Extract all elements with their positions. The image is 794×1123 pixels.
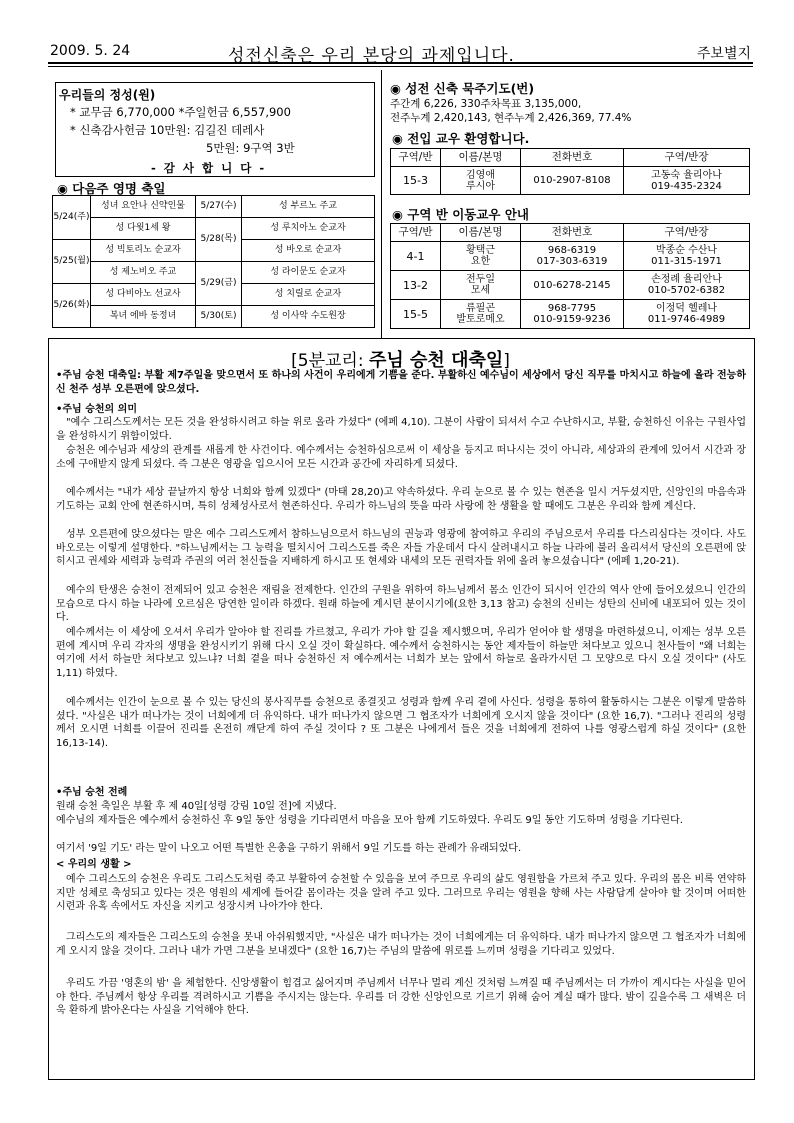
- header-divider: [48, 66, 753, 67]
- section-heading: •주님 승천의 의미: [56, 404, 137, 415]
- feast-name: 성 제노비오 주교: [91, 262, 196, 284]
- section-heading: •주님 승천 전례: [56, 787, 128, 798]
- article-paragraph: 예수께서는 이 세상에 오셔서 우리가 알아야 할 진리를 가르쳤고, 우리가 가야 할 길을 제시했으며, 우리가 얻어야 할 생명을 마련하셨으니, 이제는 성부 오른편에 계시며 우리 각자의 생명을 완성시키기 위해 다시 오실 것이 확실하다. 예수께서 승천하시는 동안 제자들이 하늘만 쳐다보고 있으니 천사들이 "왜 너희는 여기에 서서 하늘만 쳐다보고 있느냐? 너희 곁을 떠나 승천하신 저 예수께서는 너희가 보는 앞에서 하늘로 올라가시던 그 모양으로 다시 오실 것이다" (사도 1,11) 하였다.: [56, 627, 746, 679]
- column-header: 구역/반장: [624, 224, 750, 242]
- article-paragraph: 성부 오른편에 앉으셨다는 말은 예수 그리스도께서 참하느님으로서 하느님의 권능과 영광에 참여하고 우리의 주님으로서 우리를 다스리심다는 것이다. 사도 바오로는 이렇게 설명한다. "하느님께서는 그 능력을 떨치시어 그리스도를 죽은 자들 가운데서 다시 살려내시고 하늘 나라에 불러 올리셔서 당신의 오른편에 앉히시고 권세와 세력과 능력과 주권의 여러 천신들을 지배하게 하시고 또 현세와 내세의 모든 권력자들 위에 올려 놓으셨습니다" (에페 1,20-21).: [56, 529, 746, 568]
- prayer-heading: ◉ 성전 신축 묵주기도(번): [390, 81, 535, 96]
- head-name-text: 이정덕 헬레나: [655, 303, 718, 314]
- article-paragraph: 예수님의 제자들은 예수께서 승천하신 후 9일 동안 성령을 기다리면서 마음을 모아 함께 기도하였다. 우리도 9일 동안 기도하며 성령을 기다린다.: [56, 815, 683, 826]
- name-text: 황택근: [466, 245, 495, 256]
- feast-name: 복녀 에바 동정녀: [91, 306, 196, 328]
- area-cell: 15-3: [391, 167, 441, 195]
- feast-name: 성 다윗1세 왕: [91, 218, 196, 240]
- article-paragraph: 예수의 탄생은 승천이 전제되어 있고 승천은 재림을 전제한다. 인간의 구원을 위하여 하느님께서 몸소 인간이 되시어 인간의 역사 안에 들어오셨으니 인간의 모습으로 다시 하늘 나라에 오르심은 당연한 일이라 하겠다. 원래 하늘에 계시던 분이시기에(요한 3,13 참고) 승천의 신비는 성탄의 신비에 내포되어 있는 것이다.: [56, 585, 746, 624]
- table-row: [53, 196, 375, 218]
- name-cell: [441, 300, 521, 329]
- baptism-name-text: 모세: [470, 285, 491, 296]
- phone-text: 968-6319: [547, 245, 597, 256]
- article-paragraph: 원래 승천 축일은 부활 후 제 40일[성령 강림 10일 전]에 지냈다.: [56, 801, 337, 812]
- head-cell: [624, 271, 750, 300]
- head-name-text: 고동숙 율리아나: [651, 169, 722, 181]
- offering-box: [55, 82, 375, 177]
- table-row: [391, 167, 750, 195]
- head-cell: [624, 242, 750, 271]
- mobile-text: 017-303-6319: [536, 256, 608, 267]
- head-phone-text: 010-5702-6382: [647, 285, 726, 296]
- feast-name: 성 바오로 순교자: [242, 240, 375, 262]
- article-intro: •주님 승천 대축일: 부활 제7주일을 맞으면서 또 하나의 사건이 우리에게 기쁨을 준다. 부활하신 예수님이 세상에서 당신 직무를 마치시고 하늘에 올라 전능하신 천주 성부 오른편에 앉으셨다.: [56, 370, 746, 395]
- feast-date: 5/30(토): [196, 306, 242, 328]
- head-phone-text: 019-435-2324: [651, 180, 722, 192]
- phone-cell: 010-6278-2145: [521, 271, 624, 300]
- feast-name: 성 라이문도 순교자: [242, 262, 375, 284]
- prayer-line-2: 전주누계 2,420,143, 현주누계 2,426,369, 77.4%: [390, 112, 632, 124]
- newcomer-table: [390, 148, 750, 195]
- column-divider: [381, 70, 382, 338]
- head-cell: [624, 300, 750, 329]
- area-cell: 15-5: [391, 300, 441, 329]
- head-name-text: 박종순 수산나: [655, 245, 718, 256]
- table-row: [53, 218, 375, 240]
- moving-table: [390, 223, 750, 329]
- feast-name: 성 다비아노 선교사: [91, 284, 196, 306]
- table-header-row: [391, 224, 750, 242]
- article-title-main: 주님 승천 대축일: [368, 350, 504, 371]
- name-text: 류필곤: [466, 303, 495, 314]
- bulletin-date: 2009. 5. 24: [50, 43, 131, 59]
- baptism-name-text: 요한: [470, 256, 491, 267]
- feast-date: 5/24(주): [53, 196, 91, 240]
- offering-line-2: * 신축감사헌금 10만원: 김길진 데레사: [70, 123, 265, 137]
- column-header: 이름/본명: [441, 149, 521, 167]
- prayer-line-1: 주간계 6,226, 330주차목표 3,135,000,: [390, 98, 582, 110]
- feast-name: 성녀 요안나 신약인물: [91, 196, 196, 218]
- name-text: 전두일: [466, 274, 495, 285]
- feast-name: 성 이사악 수도원장: [242, 306, 375, 328]
- feast-date: 5/27(수): [196, 196, 242, 218]
- article-paragraph: 승천은 예수님과 세상의 관계를 새롭게 한 사건이다. 예수께서는 승천하심으로써 이 세상을 등지고 떠나시는 것이 아니라, 세상과의 관계에 있어서 시간과 장소에 구애받지 않게 되셨다. 즉 그분은 영광을 입으시어 모든 시간과 공간에 자리하게 되셨다.: [56, 445, 746, 470]
- phone-cell: [521, 300, 624, 329]
- article-title-prefix: [5분교리:: [291, 351, 369, 371]
- feast-name: 성 치릴로 순교자: [242, 284, 375, 306]
- bulletin-title: 성전신축은 우리 본당의 과제입니다.: [228, 46, 515, 66]
- article-paragraph: 우리도 가끔 '영혼의 밤' 을 체험한다. 신앙생활이 힘겹고 싫어지며 주님께서 너무나 멀리 계신 것처럼 느껴질 때 주님께서는 더 가까이 계시다는 사실을 믿어야 한다. 주님께서 항상 우리를 격려하시고 기쁨을 주시지는 않는다. 우리를 더 강한 신앙인으로 기르기 위해 숨어 계실 때가 많다. 밤이 깊을수록 그 새벽은 더욱 환하게 밝아온다는 사실을 기억해야 한다.: [56, 978, 746, 1017]
- head-name-text: 손정례 율리안나: [651, 274, 722, 285]
- name-cell: [441, 271, 521, 300]
- article-paragraph: 예수께서는 인간이 눈으로 볼 수 있는 당신의 봉사직무를 승천으로 종결짓고 성령과 함께 우리 곁에 사신다. 성령을 통하여 활동하시는 그분은 이렇게 말씀하셨다. "사실은 내가 떠나가는 것이 너희에게 더 유익하다. 내가 떠나가지 않으면 그 협조자가 너희에게 오시지 않을 것이다" (요한 16,7). "그러나 진리의 성령께서 오시면 너희를 이끌어 진리를 온전히 깨닫게 하여 주실 것이다 ? 또 그분은 나에게서 들은 것을 너희에게 전하여 나를 영광스럽게 하실 것이다" (요한 16,13-14).: [56, 697, 746, 749]
- phone-cell: 010-2907-8108: [521, 167, 624, 195]
- table-row: [391, 242, 750, 271]
- feast-name: 성 부르노 주교: [242, 196, 375, 218]
- column-header: 이름/본명: [441, 224, 521, 242]
- head-phone-text: 011-9746-4989: [647, 314, 726, 325]
- name-cell: [441, 242, 521, 271]
- feast-name: 성 빅토리노 순교자: [91, 240, 196, 262]
- column-header: 구역/반: [391, 224, 441, 242]
- head-phone-text: 011-315-1971: [651, 256, 722, 267]
- feast-name: 성 루치아노 순교자: [242, 218, 375, 240]
- offering-line-1: * 교무금 6,770,000 *주일헌금 6,557,900: [70, 105, 291, 119]
- phone-cell: [521, 242, 624, 271]
- moving-heading: ◉ 구역 반 이동교우 안내: [392, 207, 529, 222]
- area-cell: 4-1: [391, 242, 441, 271]
- article-paragraph: 예수 그리스도의 승천은 우리도 그리스도처럼 죽고 부활하여 승천할 수 있음을 보여 주므로 우리의 삶도 영원함을 가르쳐 주고 있다. 우리의 몸은 비록 연약하지만 성체로 축성되고 있다는 것은 영원의 세계에 들어갈 몸이라는 것을 알려 주고 있다. 그러므로 우리는 영원을 향해 사는 사람답게 살아야 할 것이며 어떠한 시련과 유혹 속에서도 자신을 지키고 성장시켜 나아가야 한다.: [56, 874, 746, 913]
- feast-date: 5/26(화): [53, 284, 91, 328]
- article-paragraph: 예수께서는 "내가 세상 끝날까지 항상 너희와 함께 있겠다" (마태 28,20)고 약속하셨다. 우리 눈으로 볼 수 있는 현존을 일시 거두셨지만, 신앙인의 마음속과 기도하는 교회 안에 현존하시며, 특히 성체성사로서 현존하신다. 우리가 하느님의 뜻을 따라 사랑에 찬 생활을 할 때에도 그분은 우리와 함께 계신다.: [56, 487, 746, 512]
- name-text: 김영애: [466, 169, 495, 181]
- column-header: 전화번호: [521, 149, 624, 167]
- offering-heading: 우리들의 정성(원): [59, 88, 156, 102]
- bulletin-name: 주보별지: [696, 46, 751, 62]
- phone-text: 968-7795: [547, 303, 597, 314]
- column-header: 구역/반장: [624, 149, 750, 167]
- mobile-text: 010-9159-9236: [533, 314, 611, 325]
- feast-date: 5/25(월): [53, 240, 91, 284]
- name-cell: [441, 167, 521, 195]
- baptism-name-text: 발토로메오: [456, 314, 505, 325]
- feast-date: 5/29(금): [196, 262, 242, 306]
- bulletin-header: [48, 40, 753, 64]
- baptism-name-text: 루시아: [466, 180, 495, 192]
- table-header-row: [391, 149, 750, 167]
- table-row: [53, 262, 375, 284]
- article-paragraph: 그리스도의 제자들은 그리스도의 승천을 못내 아쉬워했지만, "사실은 내가 떠나가는 것이 너희에게는 더 유익하다. 내가 떠나가지 않으면 그 협조자가 너희에게 오시지 않을 것이다. 그러나 내가 가면 그분을 보내겠다" (요한 16,7)는 주님의 말씀에 위로를 느끼며 성령을 기다리고 있었다.: [56, 932, 746, 957]
- newcomer-heading: ◉ 전입 교우 환영합니다.: [392, 131, 530, 146]
- section-heading: < 우리의 생활 >: [56, 859, 132, 870]
- article-title-suffix: ]: [503, 351, 510, 371]
- table-row: [391, 300, 750, 329]
- head-cell: [624, 167, 750, 195]
- table-row: [391, 271, 750, 300]
- feast-date: 5/28(목): [196, 218, 242, 262]
- feasts-heading: ◉ 다음주 영명 축일: [57, 181, 166, 196]
- column-header: 구역/반: [391, 149, 441, 167]
- article-paragraph: "예수 그리스도께서는 모든 것을 완성하시려고 하늘 위로 올라 가셨다" (에페 4,10). 그분이 사람이 되셔서 수고 수난하시고, 부활, 승천하신 이유는 구원사업을 완성하시기 위함이었다.: [56, 417, 746, 442]
- feasts-table: [52, 195, 375, 328]
- column-header: 전화번호: [521, 224, 624, 242]
- offering-thanks: - 감 사 합 니 다 -: [151, 161, 267, 175]
- table-row: [53, 306, 375, 328]
- area-cell: 13-2: [391, 271, 441, 300]
- offering-line-3: 5만원: 9구역 3반: [206, 141, 295, 155]
- article-paragraph: 여기서 '9일 기도' 라는 말이 나오고 어떤 특별한 은총을 구하기 위해서 9일 기도를 하는 관례가 유래되었다.: [56, 843, 522, 854]
